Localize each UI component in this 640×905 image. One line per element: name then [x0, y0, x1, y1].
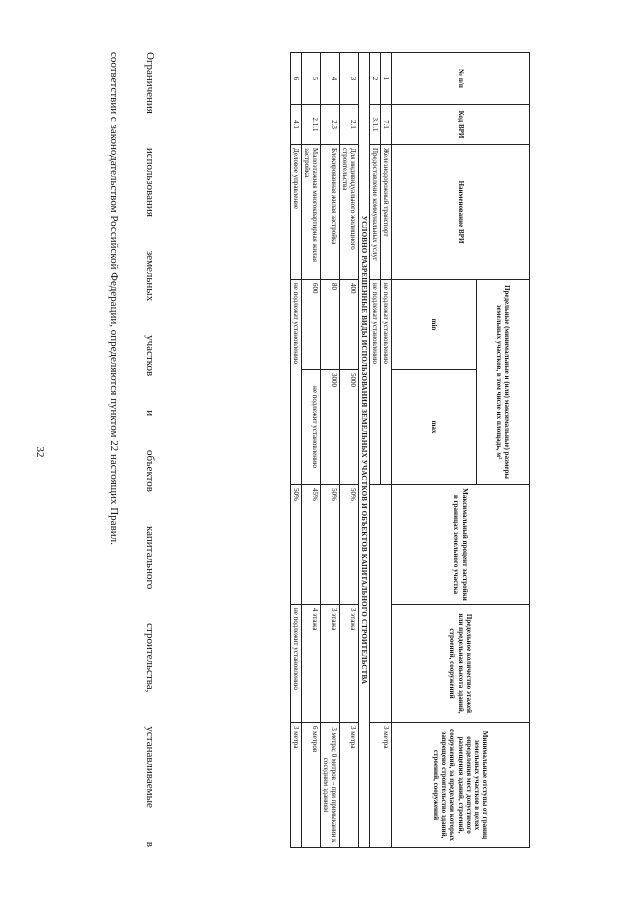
cell-num: 5	[301, 53, 320, 105]
cell-setback: 6 метров	[301, 723, 320, 848]
table-row	[339, 53, 358, 848]
cell-num: 4	[320, 53, 339, 105]
table-header-row	[477, 53, 530, 848]
header-max: max	[392, 370, 477, 485]
regulations-table	[290, 52, 530, 848]
note-line-2: соответствии с законодательством Российской Федерации, определяются пунктом 22 настоящих Правил.	[108, 52, 120, 545]
cell-num: 3	[339, 53, 358, 105]
table-row	[301, 53, 320, 848]
cell-num: 1	[380, 53, 391, 105]
cell-min: 80	[320, 280, 339, 370]
cell-name: Железнодорожный транспорт	[380, 145, 391, 280]
cell-floors: 3 этажа	[339, 605, 358, 723]
header-code: Код ВРИ	[392, 105, 530, 145]
cell-max: 5000	[339, 370, 358, 485]
cell-min: 400	[339, 280, 358, 370]
cell-name: Блокированная жилая застройка	[320, 145, 339, 280]
section-title: УСЛОВНО РАЗРЕШЕННЫЕ ВИДЫ ИСПОЛЬЗОВАНИЯ ЗЕМЕЛЬНЫХ УЧАСТКОВ И ОБЪЕКТОВ КАПИТАЛЬНОГО СТРОИТЕЛЬСТВА	[358, 53, 369, 848]
note-line-1: Ограничения использования земельных участков и объектов капитального строительства, устанавливаемые в	[144, 52, 156, 847]
page-number: 32	[34, 446, 46, 458]
cell-size: не подлежат установлению	[380, 280, 391, 485]
header-floors: Предельное количество этажей или предельная высота зданий, строений, сооружений	[392, 605, 530, 723]
cell-max: 3000	[320, 370, 339, 485]
header-percent: Максимальный процент застройки в границах земельного участка	[392, 485, 530, 605]
cell-floors: 4 этажа	[301, 605, 320, 723]
table-row	[290, 53, 301, 848]
section-row	[358, 53, 369, 848]
cell-max: не подлежит установлению	[301, 370, 320, 485]
cell-code: 2.1	[339, 105, 358, 145]
header-name: Наименование ВРИ	[392, 145, 530, 280]
cell-percent: 50%	[320, 485, 339, 605]
cell-code: 4.1	[290, 105, 301, 145]
cell-percent: 50%	[339, 485, 358, 605]
cell-percent: 50%	[290, 485, 301, 605]
cell-percent: 45%	[301, 485, 320, 605]
cell-code: 3.1.1	[369, 105, 380, 145]
cell-name: Предоставление коммунальных услуг	[369, 145, 380, 280]
cell-setback: 3 метра	[339, 723, 358, 848]
cell-floors: не подлежит установлению	[290, 605, 301, 723]
header-num: № п/п	[392, 53, 530, 105]
header-min: min	[392, 280, 477, 370]
cell-code: 2.1.1	[301, 105, 320, 145]
cell-size: не подлежат установлению	[290, 280, 301, 485]
cell-setback: 3 метра	[369, 723, 391, 848]
header-size-group: Предельные (минимальные и (или) максимальные) размеры земельных участков, в том числе их площадь, м²	[477, 280, 530, 485]
cell-name: Для индивидуального жилищного строительства	[339, 145, 358, 280]
cell-code: 2.3	[320, 105, 339, 145]
rotated-page-content	[68, 52, 530, 847]
header-setback: Минимальные отступы от границ земельных участков в целях определения мест допустимого размещения зданий, строений, сооружений, за пределами которых запрещено строительство зданий, строений, сооружений	[392, 723, 530, 848]
cell-size: не подлежат установлению	[369, 280, 380, 485]
cell-min: 600	[301, 280, 320, 370]
cell-setback: 3 метра	[290, 723, 301, 848]
cell-name: Деловое управление	[290, 145, 301, 280]
cell-setback: 3 метра; 0 метров – при примыкании к соседним зданиям	[320, 723, 339, 848]
cell-code: 7.1	[380, 105, 391, 145]
cell-empty	[369, 485, 391, 723]
table-row	[320, 53, 339, 848]
cell-name: Малоэтажная многоквартирная жилая застройка	[301, 145, 320, 280]
restrictions-note	[96, 52, 168, 847]
cell-num: 6	[290, 53, 301, 105]
table-row	[380, 53, 391, 848]
cell-floors: 3 этажа	[320, 605, 339, 723]
cell-num: 2	[369, 53, 380, 105]
